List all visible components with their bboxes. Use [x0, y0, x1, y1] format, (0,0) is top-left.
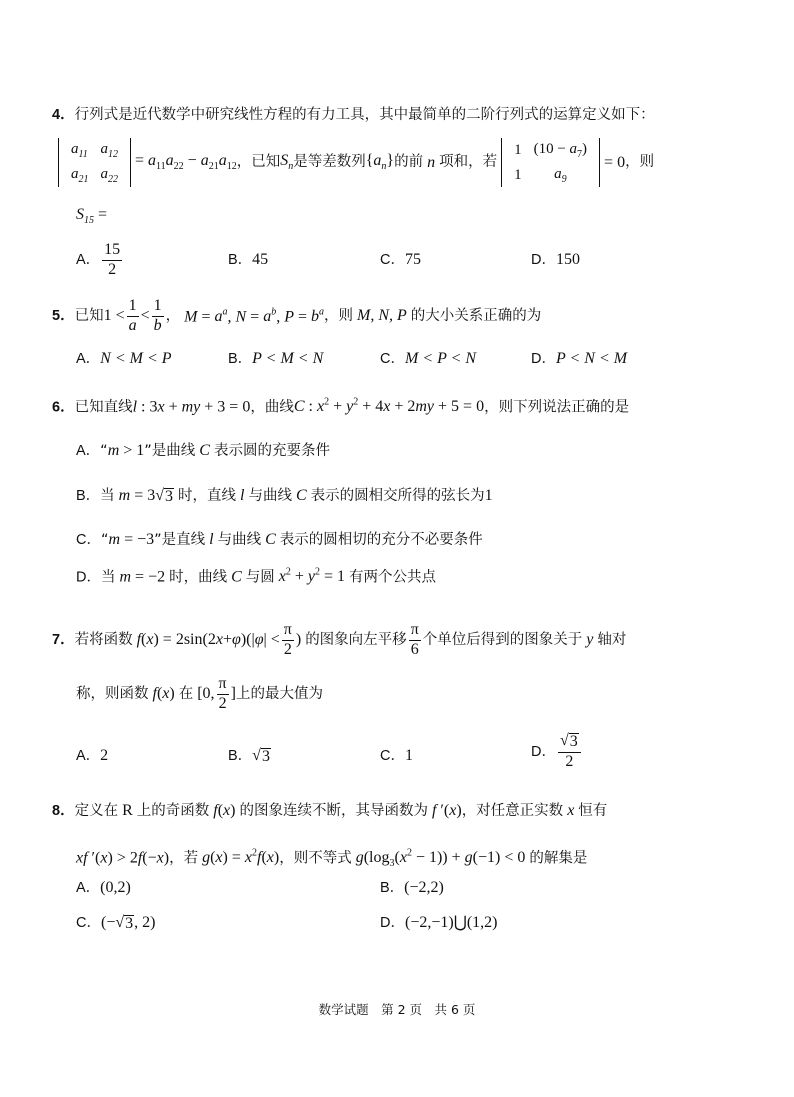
q5-text-b: ，: [165, 308, 181, 325]
q7-text-f: 在: [178, 686, 194, 703]
q5-option-a[interactable]: [76, 351, 172, 367]
q4-option-c-label: C．: [380, 252, 405, 268]
q7-fx: f(x): [152, 685, 179, 703]
q6-option-b[interactable]: B．当 m = 3√ 3 时，直线 l 与曲线 C 表示的圆相交所得的弦长为1: [76, 487, 493, 505]
q7-option-b-label: B．: [228, 748, 253, 764]
q6-text-a: 已知直线: [74, 399, 133, 416]
q5-option-d[interactable]: [531, 351, 627, 367]
q4-det-formula: = $a_{11}a_{22} - a_{21}a_{12}$: [131, 151, 237, 173]
q7-text-d: 轴对: [597, 632, 627, 649]
q6-option-c[interactable]: C．“m = −3”是直线 l 与曲线 C 表示的圆相切的充分不必要条件: [76, 531, 483, 548]
q8-option-c-text: (−√ 3 , 2): [100, 914, 156, 932]
q8-gx: $g(x) = x^2f(x)$: [202, 848, 280, 867]
q6-option-a-label: A．: [76, 443, 101, 459]
q8-condition: xf ′(x) > 2f(−x): [76, 849, 170, 867]
q4-eq-zero: = 0: [600, 153, 626, 171]
q7-shift: $\frac{\pi}{6}$: [410, 621, 419, 658]
q4-s15: $S_{15}$: [76, 206, 94, 227]
q4-option-c[interactable]: [380, 252, 421, 268]
q6-option-c-label: C．: [76, 532, 101, 548]
q4-option-a-label: A．: [76, 252, 101, 269]
q5-option-d-label: D．: [531, 351, 556, 367]
q7-option-c-label: C．: [380, 748, 405, 764]
q4-option-a[interactable]: [76, 242, 124, 279]
q8-option-a[interactable]: [76, 880, 131, 896]
q4-line2: [58, 138, 654, 187]
q5-option-b-text: P < M < N: [252, 350, 324, 367]
q7-line1: [52, 622, 626, 659]
q4-n: n: [423, 153, 440, 171]
q7-line2: [76, 676, 323, 713]
q5-vars: M, N, P: [353, 307, 411, 325]
q8-option-a-text: (0,2): [100, 879, 131, 896]
q7-text-a: 若将函数: [74, 632, 133, 649]
q4-option-d[interactable]: [531, 252, 580, 268]
q7-option-d-label: D．: [531, 743, 556, 760]
page-footer: 数学试题 第 2 页 共 6 页: [318, 1002, 476, 1017]
q8-line1: [52, 803, 607, 819]
q5-text-d: 的大小关系正确的为: [410, 308, 542, 325]
q6-text-c: ，则下列说法正确的是: [484, 399, 630, 416]
q7-option-b[interactable]: [228, 748, 271, 765]
q8-text-g: ，则不等式: [279, 850, 352, 867]
q8-option-d-label: D．: [380, 915, 405, 931]
q7-option-c-text: 1: [404, 747, 413, 764]
q8-option-a-label: A．: [76, 880, 101, 896]
q8-fprime: f ′(x): [431, 802, 462, 819]
q7-y: y: [582, 631, 598, 649]
q5-option-d-text: P < N < M: [555, 350, 628, 367]
q7-option-d[interactable]: [531, 733, 583, 771]
q8-text-h: 的解集是: [529, 850, 588, 867]
q7-option-a-text: 2: [100, 747, 109, 764]
q6-line-eq: l : 3x + my + 3 = 0: [132, 398, 251, 416]
q8-line2: [76, 849, 587, 870]
q4-text-b: 是等差数列: [293, 154, 366, 171]
q7-text-b: 的图象向左平移: [305, 632, 407, 649]
q5-option-b-label: B．: [228, 351, 253, 367]
q8-option-c[interactable]: [76, 915, 155, 932]
q4-sn: $S_n$: [280, 151, 294, 173]
q6-option-b-label: B．: [76, 488, 101, 504]
q4-determinant-given: 1 $(10 - a_7)$ 1 $a_9$: [501, 138, 600, 187]
q7-option-a[interactable]: [76, 748, 108, 764]
q6-option-d-label: D．: [76, 569, 101, 586]
q4-option-b[interactable]: [228, 252, 268, 268]
q5-option-c[interactable]: [380, 351, 476, 367]
q8-text-e: 恒有: [578, 803, 608, 819]
q6-line1: [52, 398, 629, 415]
q5-defs: $M = a^a$, $N = a^b$, $P = b^a$: [184, 306, 325, 325]
q7-option-c[interactable]: [380, 748, 413, 764]
q4-option-a-fraction: $\frac{15}{2}$: [104, 241, 121, 278]
q4-text-d: 项和，若: [439, 154, 498, 171]
q8-text-b: 上的奇函数: [136, 803, 210, 819]
q6-curve-eq: C : $x^2 + y^2 + 4x + 2my + 5 = 0$: [293, 397, 485, 416]
q8-option-b-label: B．: [380, 880, 405, 896]
q4-stem-text: 行列式是近代数学中研究线性方程的有力工具，其中最简单的二阶行列式的运算定义如下：: [74, 107, 655, 123]
q6-option-a[interactable]: A．“m > 1”是曲线 C 表示圆的充要条件: [76, 442, 330, 459]
q8-text-d: ，对任意正实数: [461, 803, 564, 819]
q7-option-a-label: A．: [76, 748, 101, 764]
q5-line1: [52, 298, 541, 335]
q4-option-d-label: D．: [531, 252, 556, 268]
q5-option-a-label: A．: [76, 351, 101, 367]
q8-option-b-text: (−2,2): [404, 879, 444, 896]
q4-an: $\{a_n\}$: [365, 151, 395, 173]
q5-text-c: ，则: [324, 308, 354, 325]
q7-text-c: 个单位后得到的图象关于: [422, 632, 583, 649]
q4-text-e: ，则: [625, 154, 655, 171]
q4-option-b-text: 45: [252, 251, 269, 268]
q4-number: 4．: [52, 107, 75, 123]
q4-option-b-label: B．: [228, 252, 253, 268]
q8-option-c-label: C．: [76, 915, 101, 931]
q4-option-d-text: 150: [555, 251, 580, 268]
q4-text-c: 的前: [394, 154, 424, 171]
q8-text-c: 的图象连续不断，其导函数为: [239, 803, 428, 819]
q8-R: R: [118, 802, 137, 819]
q8-inequality: $g(\log_3(x^2 - 1)) + g(-1) < 0$: [355, 848, 530, 870]
q7-text-g: 上的最大值为: [235, 686, 323, 703]
q5-option-c-text: M < P < N: [404, 350, 477, 367]
q7-number: 7．: [52, 632, 75, 649]
q5-number: 5．: [52, 308, 75, 325]
q5-ineq: 1 < $\frac{1}{a}$ < $\frac{1}{b}$: [103, 297, 162, 334]
q4-determinant-def: $a_{11}$ $a_{12}$ $a_{21}$ $a_{22}$: [58, 138, 131, 187]
q7-option-d-fraction: √ 3 2: [558, 733, 581, 771]
q4-text-a: ，已知: [236, 154, 281, 171]
q8-option-d[interactable]: [380, 915, 497, 931]
q6-option-d[interactable]: D．当 m = −2 时，曲线 C 与圆 $x^2 + y^2 = 1$ 有两个公共点: [76, 567, 437, 586]
q8-x: x: [563, 802, 579, 819]
q5-text-a: 已知: [74, 308, 104, 325]
q7-function: f ( x ) = 2sin(2 x + φ )(| φ | < $\frac{\pi}{2}$ ): [136, 621, 306, 658]
q4-option-c-text: 75: [404, 251, 421, 268]
q8-text-f: ，若: [169, 850, 199, 867]
q4-line1: [52, 108, 655, 123]
q8-option-b[interactable]: [380, 880, 444, 896]
q6-text-b: ，曲线: [250, 399, 294, 416]
q5-option-c-label: C．: [380, 351, 405, 367]
q5-option-b[interactable]: [228, 351, 323, 367]
q8-text-a: 定义在: [74, 803, 119, 819]
q7-option-b-text: √ 3: [252, 747, 270, 765]
q6-number: 6．: [52, 399, 75, 416]
q5-option-a-text: N < M < P: [100, 350, 172, 367]
q8-fx: f(x): [213, 802, 240, 819]
q7-text-e: 称，则函数: [76, 686, 149, 703]
q4-line3: $S_{15}$ =: [76, 206, 108, 227]
q7-interval: [0, $\frac{\pi}{2}$ ]: [193, 675, 236, 712]
q8-number: 8．: [52, 803, 75, 819]
q8-option-d-text: (−2,−1)⋃(1,2): [404, 914, 498, 931]
